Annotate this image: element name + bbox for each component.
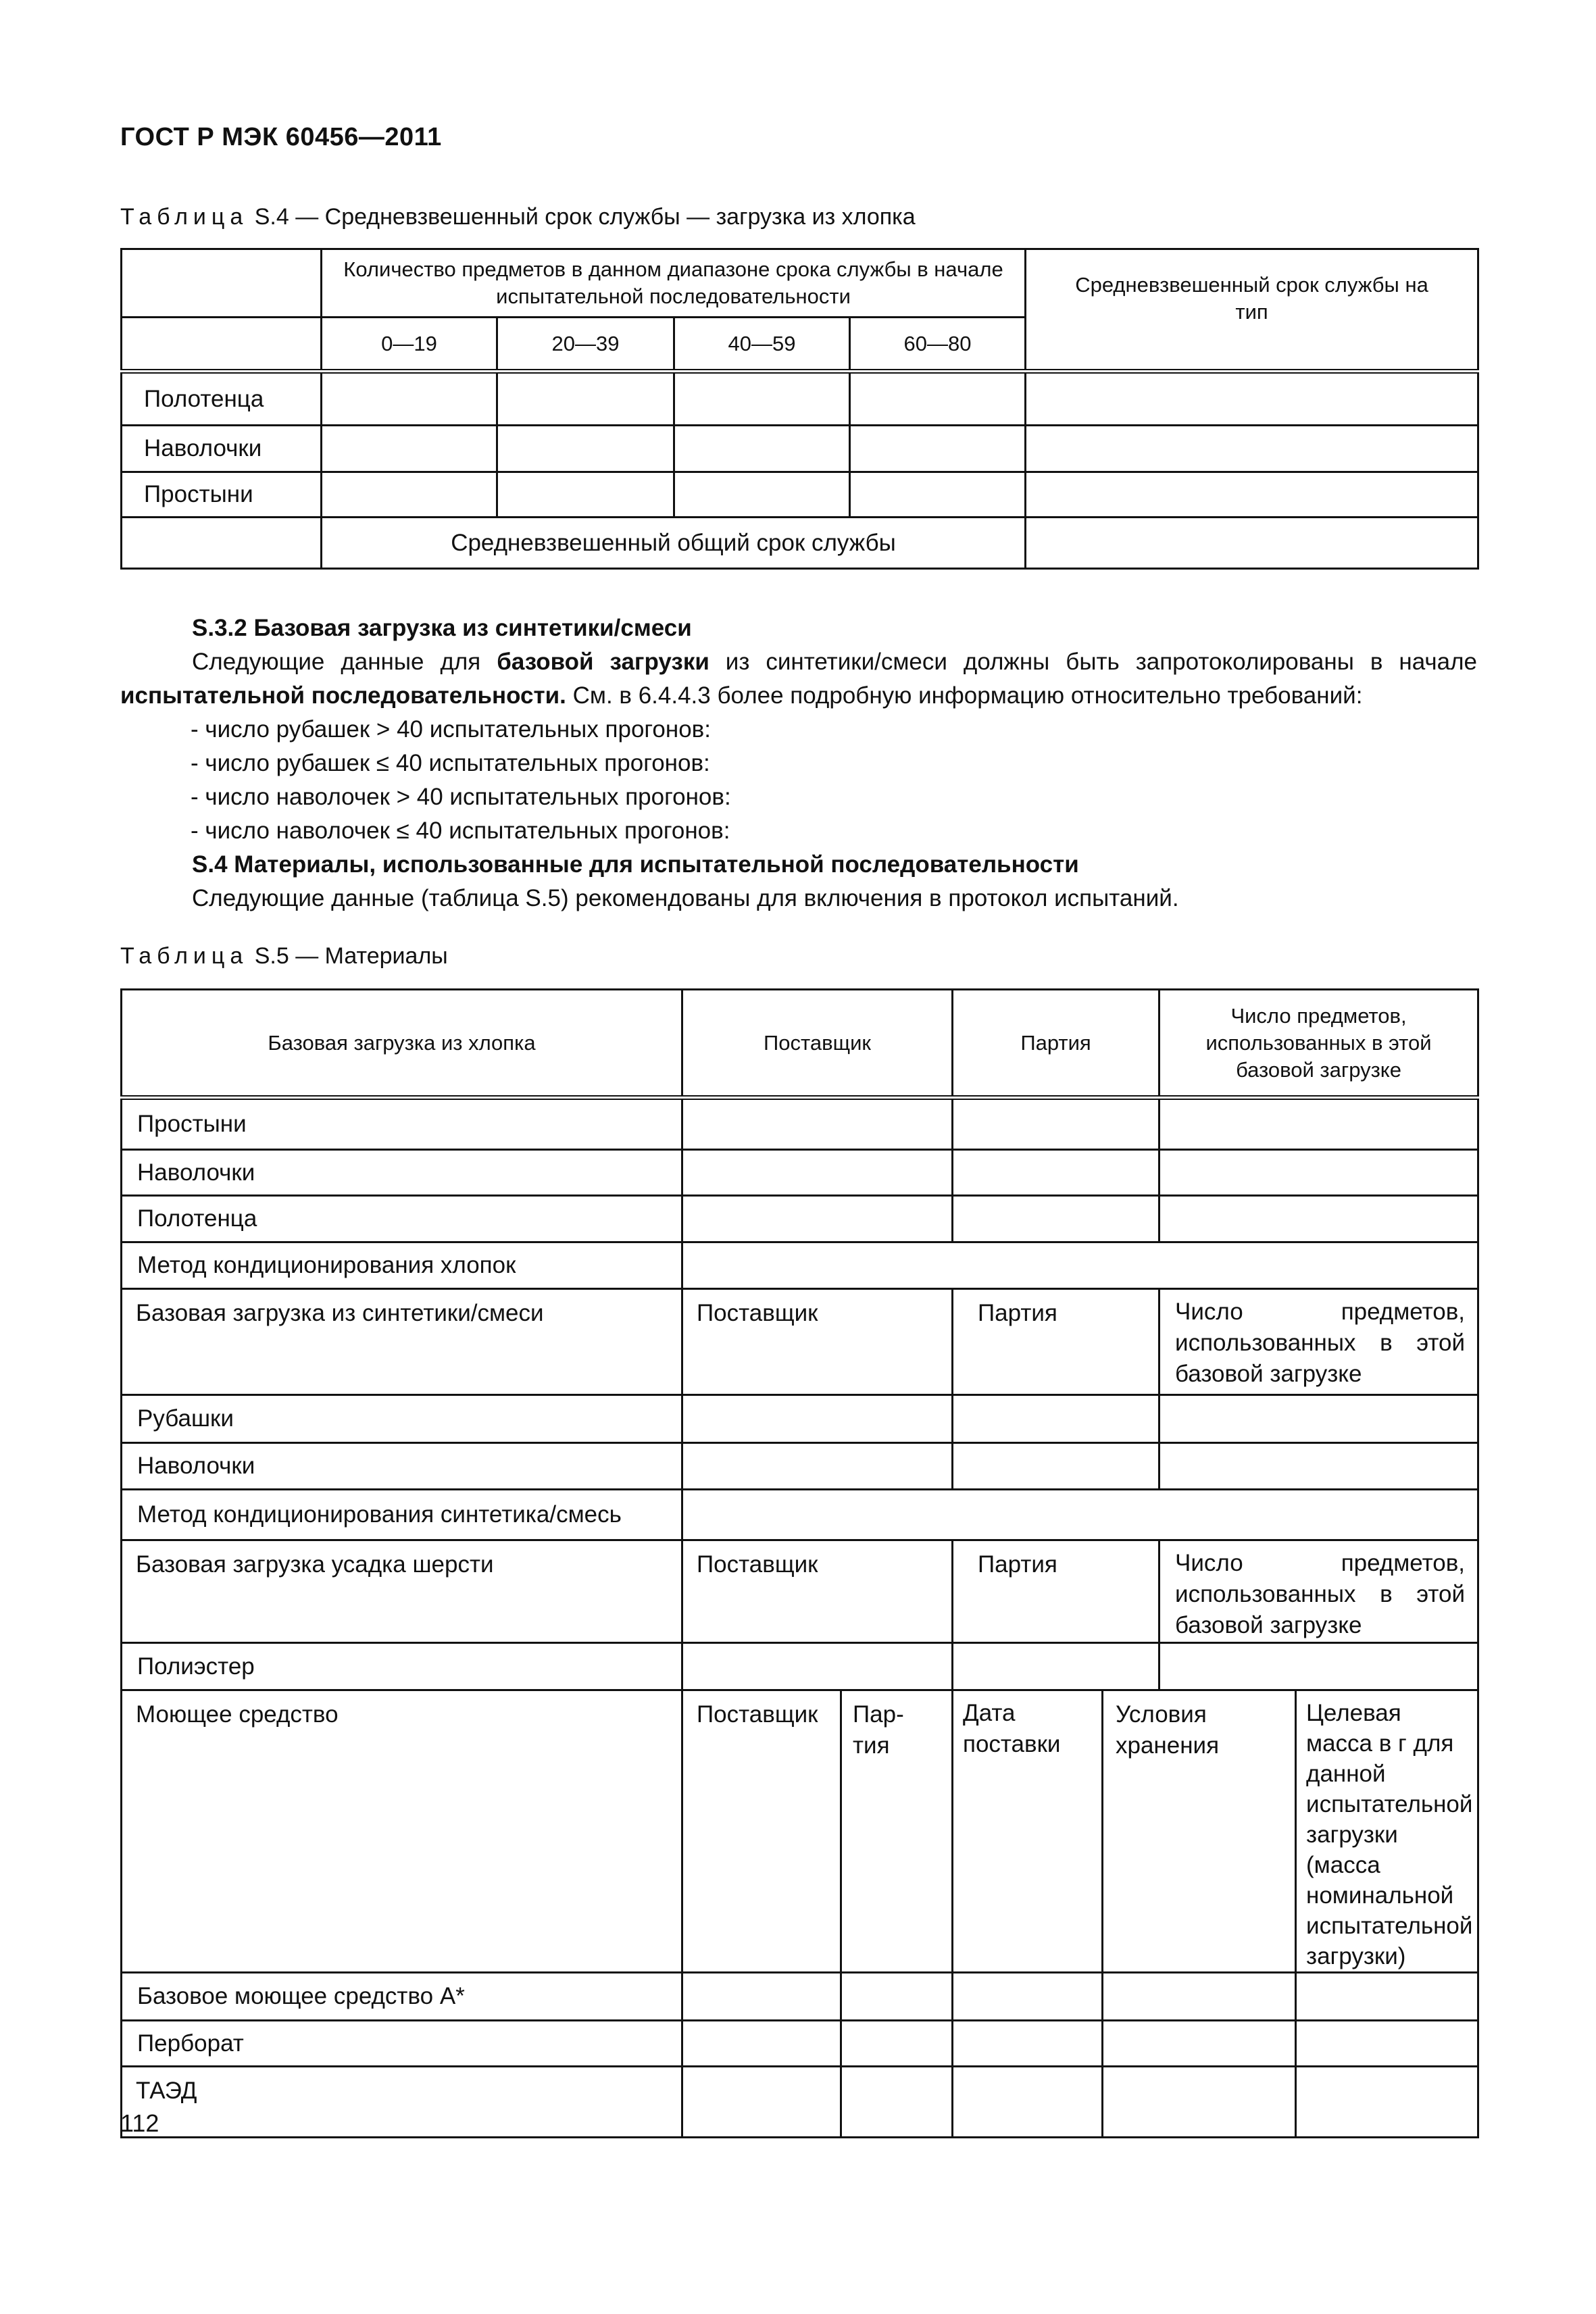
s5-row-label: ТАЭД <box>122 2067 682 2138</box>
table-s5-caption <box>120 943 448 970</box>
caption-text: S.4 — Средневзвешенный срок службы — загрузка из хлопка <box>248 204 916 230</box>
s5-det-supplier: Поставщик <box>682 1690 841 1973</box>
s5-wool-header: Базовая загрузка усадка шерсти <box>122 1540 682 1643</box>
s5-cell <box>1103 1973 1296 2021</box>
s5-cell <box>953 2067 1103 2138</box>
s4-blank-cell <box>122 318 322 372</box>
text-span: из синтетики/смеси должны быть запротоколированы в начале <box>709 649 1477 675</box>
s5-base-header: Базовая загрузка из хлопка <box>122 990 682 1098</box>
s5-cell <box>953 1395 1159 1443</box>
s4-cell <box>674 472 850 518</box>
s5-cell <box>682 1098 953 1150</box>
s5-cell <box>1296 2021 1478 2067</box>
s5-det-batch: Пар-тия <box>841 1690 953 1973</box>
s4-cell <box>497 426 674 472</box>
text-span: См. в 6.4.4.3 более подробную информацию относительно требований: <box>566 682 1363 709</box>
paragraph: Следующие данные (таблица S.5) рекомендованы для включения в протокол испытаний. <box>192 885 1179 911</box>
s5-count-label: Число предметов, использованных в этой базовой загрузке <box>1159 1289 1478 1395</box>
s5-cell <box>1159 1443 1478 1490</box>
s5-cell <box>1159 1196 1478 1242</box>
s5-method-label: Метод кондиционирования синтетика/смесь <box>122 1490 682 1540</box>
s5-cell <box>953 1150 1159 1196</box>
s5-row-label: Наволочки <box>122 1443 682 1490</box>
s5-row-label: Простыни <box>122 1098 682 1150</box>
s5-row-label: Рубашки <box>122 1395 682 1443</box>
s5-supplier-label: Поставщик <box>682 1289 953 1395</box>
s5-method-label: Метод кондиционирования хлопок <box>122 1242 682 1289</box>
bold-term: испытательной последовательности. <box>120 682 566 709</box>
s4-total-label: Средневзвешенный общий срок службы <box>322 518 1026 569</box>
table-s5 <box>120 988 1479 2138</box>
s5-row-label: Полиэстер <box>122 1643 682 1690</box>
s5-detergent-header: Моющее средство <box>122 1690 682 1973</box>
s5-synth-header: Базовая загрузка из синтетики/смеси <box>122 1289 682 1395</box>
section-heading: S.3.2 Базовая загрузка из синтетики/смеси <box>192 615 692 641</box>
caption-label: Таблица <box>120 204 249 230</box>
s5-cell <box>953 1098 1159 1150</box>
s5-cell <box>953 1643 1159 1690</box>
s5-cell <box>841 2021 953 2067</box>
s5-cell <box>1103 2067 1296 2138</box>
text-span: Следующие данные для <box>192 649 497 675</box>
s4-row-label: Простыни <box>122 472 322 518</box>
s5-det-storage: Условия хранения <box>1103 1690 1296 1973</box>
s4-cell <box>497 372 674 426</box>
s4-group-header: Количество предметов в данном диапазоне срока службы в начале испытательной последовательности <box>322 249 1026 318</box>
s4-cell <box>322 372 497 426</box>
s5-row-label: Базовое моющее средство А* <box>122 1973 682 2021</box>
s5-cell <box>682 1150 953 1196</box>
section-heading: S.4 Материалы, использованные для испытательной последовательности <box>192 851 1079 878</box>
s5-cell <box>953 1973 1103 2021</box>
s5-batch-header: Партия <box>953 990 1159 1098</box>
s4-cell <box>850 372 1026 426</box>
s4-row-label: Наволочки <box>122 426 322 472</box>
s4-cell <box>674 426 850 472</box>
table-s4 <box>120 248 1479 570</box>
list-item: - число наволочек > 40 испытательных прогонов: <box>191 784 731 810</box>
table-s4-caption <box>120 204 916 230</box>
s5-cell <box>1159 1098 1478 1150</box>
document-title: ГОСТ Р МЭК 60456—2011 <box>120 123 442 151</box>
s5-batch-label: Партия <box>953 1540 1159 1643</box>
s5-count-header: Число предметов, использованных в этой базовой загрузке <box>1159 990 1478 1098</box>
s5-cell <box>1296 2067 1478 2138</box>
s5-cell <box>953 1443 1159 1490</box>
page-number: 112 <box>120 2109 159 2137</box>
s4-corner-cell <box>122 249 322 318</box>
s5-cell <box>682 1973 841 2021</box>
s5-cell <box>682 1490 1478 1540</box>
s4-cell <box>122 518 322 569</box>
s4-cell <box>322 426 497 472</box>
s5-row-label: Перборат <box>122 2021 682 2067</box>
s4-cell <box>1026 426 1478 472</box>
s5-supplier-label: Поставщик <box>682 1540 953 1643</box>
s4-cell <box>674 372 850 426</box>
s5-cell <box>682 1443 953 1490</box>
s4-cell <box>850 426 1026 472</box>
s4-range-header: 40—59 <box>674 318 850 372</box>
list-item: - число рубашек ≤ 40 испытательных прогонов: <box>191 750 710 776</box>
s5-cell <box>682 1242 1478 1289</box>
s5-cell <box>682 1196 953 1242</box>
s4-avg-header: Средневзвешенный срок службы на тип <box>1026 249 1478 372</box>
bold-term: базовой загрузки <box>497 649 709 675</box>
s4-cell <box>850 472 1026 518</box>
list-item: - число наволочек ≤ 40 испытательных прогонов: <box>191 818 730 844</box>
s5-cell <box>682 1395 953 1443</box>
s4-range-header: 0—19 <box>322 318 497 372</box>
paragraph <box>120 645 1477 713</box>
s5-supplier-header: Поставщик <box>682 990 953 1098</box>
s4-range-header: 60—80 <box>850 318 1026 372</box>
s5-cell <box>841 2067 953 2138</box>
s5-row-label: Наволочки <box>122 1150 682 1196</box>
s5-cell <box>682 1643 953 1690</box>
s4-cell <box>322 472 497 518</box>
s4-cell <box>1026 372 1478 426</box>
s5-cell <box>953 2021 1103 2067</box>
caption-label: Таблица <box>120 943 249 969</box>
s4-cell <box>1026 472 1478 518</box>
s4-range-header: 20—39 <box>497 318 674 372</box>
s5-cell <box>1103 2021 1296 2067</box>
s5-cell <box>841 1973 953 2021</box>
list-item: - число рубашек > 40 испытательных прогонов: <box>191 716 711 743</box>
s5-cell <box>682 2021 841 2067</box>
s5-cell <box>1159 1150 1478 1196</box>
s4-total-value <box>1026 518 1478 569</box>
s5-cell <box>1159 1643 1478 1690</box>
s5-cell <box>953 1196 1159 1242</box>
caption-text: S.5 — Материалы <box>248 943 448 969</box>
s5-cell <box>1296 1973 1478 2021</box>
s4-row-label: Полотенца <box>122 372 322 426</box>
s5-row-label: Полотенца <box>122 1196 682 1242</box>
s5-det-date: Дата поставки <box>953 1690 1103 1973</box>
s5-det-mass: Целевая масса в г для данной испытательной загрузки (масса номинальной испытательной загрузки) <box>1296 1690 1478 1973</box>
s5-batch-label: Партия <box>953 1289 1159 1395</box>
s5-count-label: Число предметов, использованных в этой базовой загрузке <box>1159 1540 1478 1643</box>
s5-cell <box>1159 1395 1478 1443</box>
s4-cell <box>497 472 674 518</box>
s5-cell <box>682 2067 841 2138</box>
